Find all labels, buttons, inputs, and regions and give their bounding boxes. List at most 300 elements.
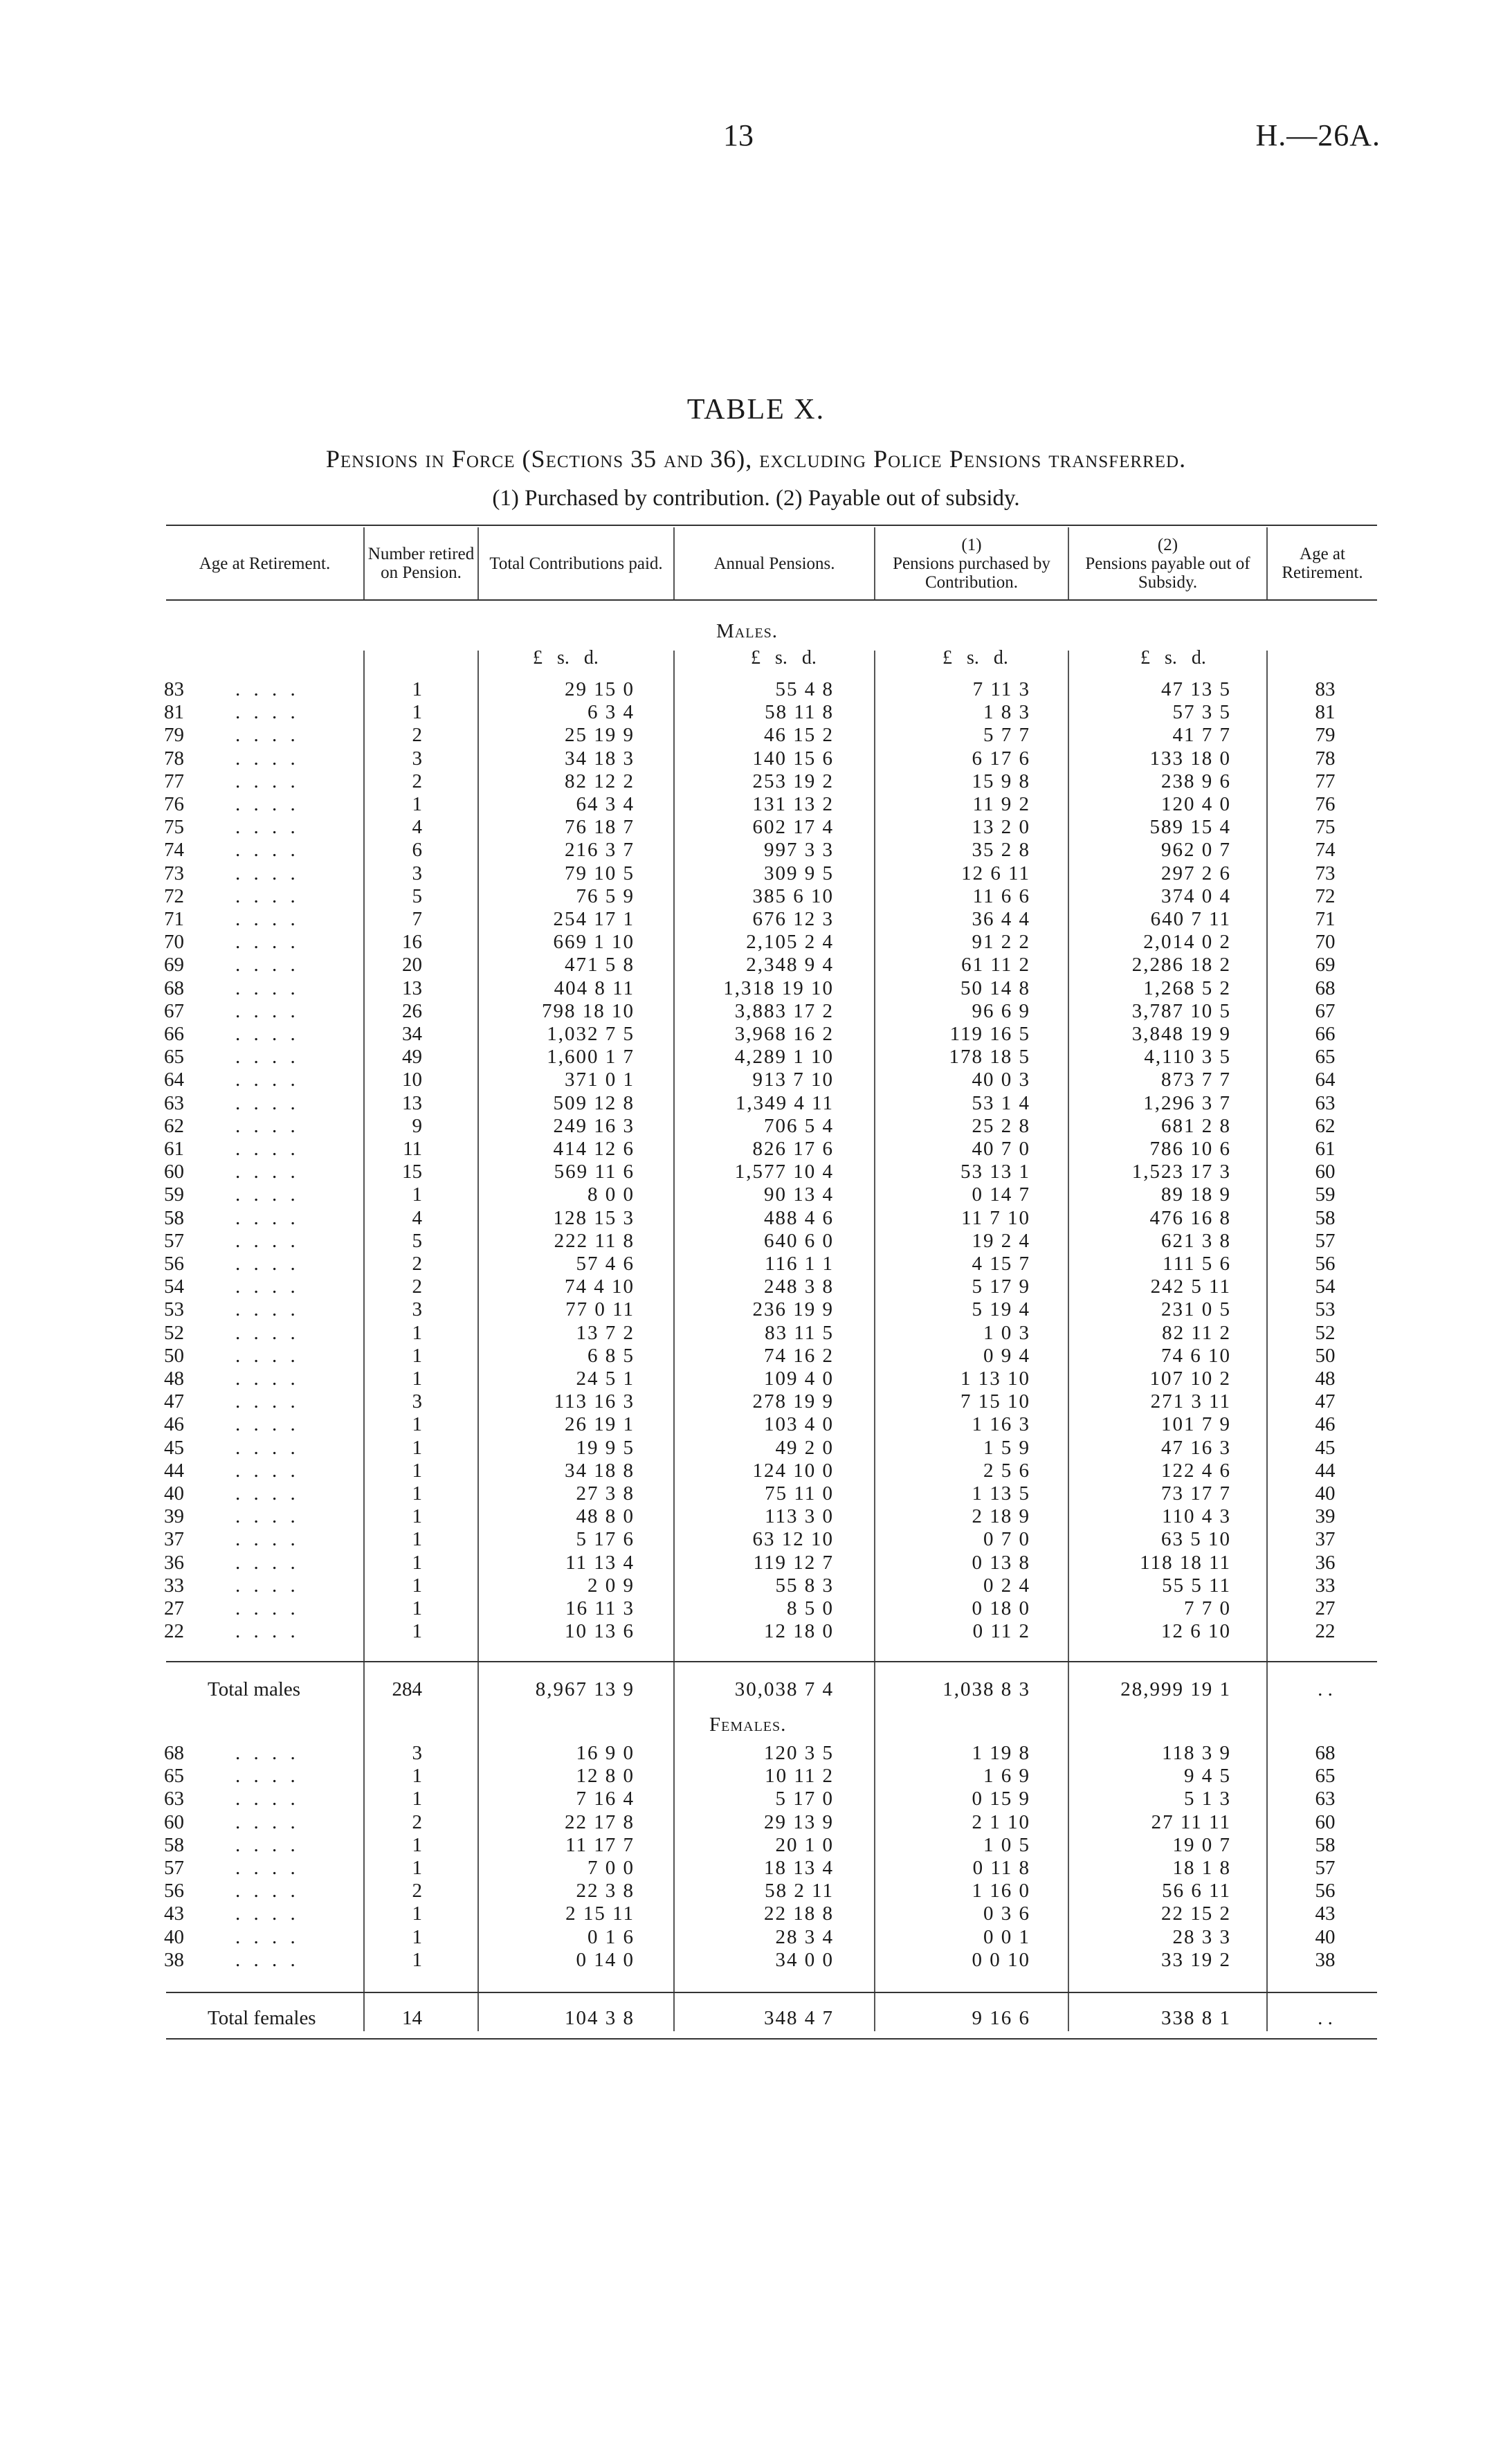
section-label-females: Females. (709, 1714, 787, 1736)
annual-cell: 74 16 2 (764, 1344, 834, 1367)
number-cell: 10 (402, 1069, 422, 1091)
unit-header-contributions: £ s. d. (533, 647, 599, 669)
contributions-cell: 7 16 4 (576, 1788, 635, 1810)
age-cell: 61 (164, 1138, 184, 1160)
subsidy-cell: 110 4 3 (1162, 1505, 1231, 1528)
subsidy-cell: 122 4 6 (1161, 1459, 1231, 1482)
purchased-cell: 35 2 8 (972, 839, 1030, 862)
leader-dots: . . . . (235, 908, 300, 930)
contributions-cell: 11 13 4 (565, 1551, 635, 1574)
purchased-cell: 1 0 3 (983, 1321, 1030, 1344)
number-cell: 1 (412, 1436, 422, 1459)
leader-dots: . . . . (235, 701, 300, 724)
leader-dots: . . . . (235, 1833, 300, 1856)
number-cell: 20 (402, 954, 422, 977)
purchased-cell: 7 11 3 (972, 678, 1030, 700)
age-cell: 48 (164, 1368, 184, 1390)
age-right-cell: 39 (1315, 1505, 1336, 1528)
leader-dots: . . . . (235, 793, 300, 815)
leader-dots: . . . . (235, 1368, 300, 1390)
purchased-cell: 1 16 3 (972, 1413, 1030, 1436)
leader-dots: . . . . (235, 1810, 300, 1833)
contributions-cell: 8 0 0 (588, 1183, 635, 1206)
purchased-cell: 1 19 8 (972, 1742, 1030, 1764)
total-row (0, 2004, 1512, 2033)
subsidy-cell: 3,787 10 5 (1131, 999, 1231, 1022)
purchased-cell: 11 6 6 (972, 884, 1030, 907)
age-cell: 58 (164, 1833, 184, 1856)
annual-cell: 488 4 6 (764, 1206, 834, 1229)
purchased-cell: 25 2 8 (972, 1114, 1030, 1137)
age-right-cell: 54 (1315, 1275, 1336, 1298)
annual-cell: 676 12 3 (752, 908, 834, 930)
leader-dots: . . . . (235, 1023, 300, 1045)
leader-dots: . . . . (235, 999, 300, 1022)
contributions-cell: 64 3 4 (576, 793, 635, 815)
contributions-cell: 249 16 3 (553, 1114, 635, 1137)
number-cell: 3 (412, 862, 422, 884)
column-header-age-right: Age at Retirement. (1282, 545, 1363, 582)
number-cell: 1 (412, 1528, 422, 1551)
number-cell: 1 (412, 1505, 422, 1528)
annual-cell: 20 1 0 (775, 1833, 834, 1856)
age-right-cell: 43 (1315, 1902, 1336, 1925)
contributions-cell: 404 8 11 (554, 977, 635, 999)
contributions-cell: 11 17 7 (565, 1833, 635, 1856)
age-right-cell: 37 (1315, 1528, 1336, 1551)
age-cell: 50 (164, 1344, 184, 1367)
leader-dots: . . . . (235, 1436, 300, 1459)
table-subtitle: Pensions in Force (Sections 35 and 36), excluding Police Pensions transferred. (325, 445, 1187, 473)
annual-cell: 278 19 9 (752, 1390, 834, 1413)
annual-cell: 90 13 4 (764, 1183, 834, 1206)
subsidy-cell: 589 15 4 (1149, 816, 1231, 839)
age-cell: 38 (164, 1948, 184, 1971)
purchased-cell: 0 14 7 (972, 1183, 1030, 1206)
age-right-cell: 57 (1315, 1857, 1336, 1879)
number-cell: 2 (412, 724, 422, 747)
annual-cell: 913 7 10 (752, 1069, 834, 1091)
purchased-cell: 1 13 10 (960, 1368, 1030, 1390)
table-title: TABLE X. (686, 394, 826, 426)
annual-cell: 309 9 5 (764, 862, 834, 884)
leader-dots: . . . . (235, 1925, 300, 1948)
age-right-cell: 69 (1315, 954, 1336, 977)
subsidy-cell: 118 18 11 (1140, 1551, 1231, 1574)
age-cell: 56 (164, 1253, 184, 1275)
annual-cell: 46 15 2 (764, 724, 834, 747)
number-cell: 26 (402, 999, 422, 1022)
leader-dots: . . . . (235, 747, 300, 770)
age-cell: 43 (164, 1902, 184, 1925)
leader-dots: . . . . (235, 1788, 300, 1810)
age-cell: 77 (164, 770, 184, 792)
subsidy-cell: 1,296 3 7 (1143, 1091, 1231, 1114)
number-cell: 2 (412, 1880, 422, 1902)
contributions-cell: 19 9 5 (576, 1436, 635, 1459)
purchased-cell: 40 0 3 (972, 1069, 1030, 1091)
annual-cell: 348 4 7 (764, 2007, 834, 2029)
age-cell: 66 (164, 1023, 184, 1045)
purchased-cell: 36 4 4 (972, 908, 1030, 930)
purchased-cell: 11 7 10 (961, 1206, 1030, 1229)
purchased-cell: 96 6 9 (972, 999, 1030, 1022)
subsidy-cell: 4,110 3 5 (1144, 1046, 1231, 1069)
purchased-cell: 53 13 1 (960, 1161, 1030, 1183)
leader-dots: . . . . (235, 1321, 300, 1344)
contributions-cell: 57 4 6 (576, 1253, 635, 1275)
age-right-cell: 79 (1315, 724, 1336, 747)
age-right-cell: 68 (1315, 1742, 1336, 1764)
subsidy-cell: 476 16 8 (1149, 1206, 1231, 1229)
number-cell: 1 (412, 701, 422, 724)
contributions-cell: 6 8 5 (588, 1344, 635, 1367)
number-cell: 13 (402, 1091, 422, 1114)
number-cell: 7 (412, 908, 422, 930)
purchased-cell: 178 18 5 (949, 1046, 1030, 1069)
annual-cell: 63 12 10 (752, 1528, 834, 1551)
leader-dots: . . . . (235, 954, 300, 977)
annual-cell: 3,883 17 2 (734, 999, 834, 1022)
subsidy-cell: 57 3 5 (1172, 701, 1231, 724)
contributions-cell: 1,600 1 7 (547, 1046, 635, 1069)
age-right-cell: 57 (1315, 1229, 1336, 1252)
number-cell: 1 (412, 1788, 422, 1810)
purchased-cell: 0 13 8 (972, 1551, 1030, 1574)
age-right-cell: 63 (1315, 1091, 1336, 1114)
column-header-age: Age at Retirement. (199, 554, 331, 573)
age-cell: 65 (164, 1046, 184, 1069)
leader-dots: . . . . (235, 1183, 300, 1206)
age-right-cell: 22 (1315, 1620, 1336, 1643)
annual-cell: 30,038 7 4 (734, 1678, 834, 1700)
number-cell: 16 (402, 931, 422, 954)
leader-dots: . . . . (235, 1620, 300, 1643)
document-reference: H.—26A. (1255, 118, 1381, 152)
purchased-cell: 2 1 10 (972, 1810, 1030, 1833)
leader-dots: . . . . (235, 770, 300, 792)
number-cell: 6 (412, 839, 422, 862)
age-right-cell: . . (1318, 2007, 1333, 2029)
annual-cell: 602 17 4 (752, 816, 834, 839)
section-label-males: Males. (716, 620, 778, 642)
age-cell: 56 (164, 1880, 184, 1902)
annual-cell: 58 2 11 (765, 1880, 834, 1902)
age-cell: 78 (164, 747, 184, 770)
annual-cell: 75 11 0 (765, 1482, 834, 1505)
subsidy-cell: 231 0 5 (1161, 1298, 1231, 1321)
age-right-cell: 47 (1315, 1390, 1336, 1413)
annual-cell: 131 13 2 (752, 793, 834, 815)
age-right-cell: 45 (1315, 1436, 1336, 1459)
header-bottom-rule (166, 599, 1377, 601)
age-right-cell: 44 (1315, 1459, 1336, 1482)
contributions-cell: 26 19 1 (565, 1413, 635, 1436)
number-cell: 1 (412, 1459, 422, 1482)
purchased-cell: 1 0 5 (983, 1833, 1030, 1856)
leader-dots: . . . . (235, 1069, 300, 1091)
annual-cell: 116 1 1 (765, 1253, 834, 1275)
leader-dots: . . . . (235, 931, 300, 954)
subsidy-cell: 238 9 6 (1161, 770, 1231, 792)
subsidy-cell: 74 6 10 (1161, 1344, 1231, 1367)
contributions-cell: 10 13 6 (565, 1620, 635, 1643)
leader-dots: . . . . (235, 1482, 300, 1505)
contributions-cell: 0 14 0 (576, 1948, 635, 1971)
contributions-cell: 22 17 8 (565, 1810, 635, 1833)
age-right-cell: 83 (1315, 678, 1336, 700)
age-right-cell: 38 (1315, 1948, 1336, 1971)
age-cell: 36 (164, 1551, 184, 1574)
age-cell: 22 (164, 1620, 184, 1643)
subsidy-cell: 18 1 8 (1172, 1857, 1231, 1879)
contributions-cell: 5 17 6 (576, 1528, 635, 1551)
contributions-cell: 509 12 8 (553, 1091, 635, 1114)
contributions-cell: 29 15 0 (565, 678, 635, 700)
leader-dots: . . . . (235, 884, 300, 907)
annual-cell: 1,577 10 4 (734, 1161, 834, 1183)
subsidy-cell: 120 4 0 (1161, 793, 1231, 815)
subsidy-cell: 786 10 6 (1149, 1138, 1231, 1160)
annual-cell: 997 3 3 (764, 839, 834, 862)
table-note: (1) Purchased by contribution. (2) Payable out of subsidy. (492, 486, 1020, 511)
purchased-cell: 119 16 5 (949, 1023, 1030, 1045)
total-row (0, 1675, 1512, 1704)
age-cell: 60 (164, 1161, 184, 1183)
age-cell: 40 (164, 1925, 184, 1948)
subsidy-cell: 47 16 3 (1161, 1436, 1231, 1459)
leader-dots: . . . . (235, 1046, 300, 1069)
number-cell: 284 (392, 1678, 422, 1700)
age-right-cell: 61 (1315, 1138, 1336, 1160)
number-cell: 1 (412, 1574, 422, 1597)
contributions-cell: 79 10 5 (565, 862, 635, 884)
annual-cell: 83 11 5 (765, 1321, 834, 1344)
purchased-cell: 40 7 0 (972, 1138, 1030, 1160)
annual-cell: 109 4 0 (764, 1368, 834, 1390)
number-cell: 3 (412, 747, 422, 770)
purchased-cell: 0 7 0 (983, 1528, 1030, 1551)
age-cell: 27 (164, 1597, 184, 1619)
age-right-cell: 73 (1315, 862, 1336, 884)
subsidy-cell: 640 7 11 (1150, 908, 1231, 930)
subsidy-cell: 28 3 3 (1172, 1925, 1231, 1948)
contributions-cell: 34 18 8 (565, 1459, 635, 1482)
annual-cell: 113 3 0 (765, 1505, 834, 1528)
age-right-cell: 59 (1315, 1183, 1336, 1206)
leader-dots: . . . . (235, 724, 300, 747)
subsidy-cell: 133 18 0 (1149, 747, 1231, 770)
contributions-cell: 128 15 3 (553, 1206, 635, 1229)
leader-dots: . . . . (235, 1344, 300, 1367)
number-cell: 2 (412, 1253, 422, 1275)
age-right-cell: 53 (1315, 1298, 1336, 1321)
subsidy-cell: 118 3 9 (1162, 1742, 1231, 1764)
subsidy-cell: 7 7 0 (1184, 1597, 1231, 1619)
contributions-cell: 6 3 4 (588, 701, 635, 724)
contributions-cell: 34 18 3 (565, 747, 635, 770)
purchased-cell: 0 11 8 (972, 1857, 1030, 1879)
contributions-cell: 0 1 6 (588, 1925, 635, 1948)
leader-dots: . . . . (235, 816, 300, 839)
annual-cell: 248 3 8 (764, 1275, 834, 1298)
purchased-cell: 5 7 7 (983, 724, 1030, 747)
purchased-cell: 0 2 4 (983, 1574, 1030, 1597)
age-right-cell: 77 (1315, 770, 1336, 792)
purchased-cell: 1 8 3 (983, 701, 1030, 724)
annual-cell: 640 6 0 (764, 1229, 834, 1252)
number-cell: 1 (412, 1620, 422, 1643)
age-cell: 69 (164, 954, 184, 977)
number-cell: 1 (412, 793, 422, 815)
age-right-cell: 72 (1315, 884, 1336, 907)
age-right-cell: 70 (1315, 931, 1336, 954)
leader-dots: . . . . (235, 1390, 300, 1413)
leader-dots: . . . . (235, 1413, 300, 1436)
contributions-cell: 2 0 9 (588, 1574, 635, 1597)
subsidy-cell: 89 18 9 (1161, 1183, 1231, 1206)
contributions-cell: 104 3 8 (565, 2007, 635, 2029)
age-cell: 74 (164, 839, 184, 862)
number-cell: 4 (412, 1206, 422, 1229)
annual-cell: 236 19 9 (752, 1298, 834, 1321)
number-cell: 4 (412, 816, 422, 839)
annual-cell: 58 11 8 (765, 701, 834, 724)
subsidy-cell: 19 0 7 (1172, 1833, 1231, 1856)
age-right-cell: 60 (1315, 1810, 1336, 1833)
age-cell: 59 (164, 1183, 184, 1206)
purchased-cell: 1 13 5 (972, 1482, 1030, 1505)
purchased-cell: 4 15 7 (972, 1253, 1030, 1275)
age-cell: 63 (164, 1091, 184, 1114)
contributions-cell: 7 0 0 (588, 1857, 635, 1879)
column-header-annual: Annual Pensions. (713, 554, 835, 573)
purchased-cell: 15 9 8 (972, 770, 1030, 792)
leader-dots: . . . . (235, 1298, 300, 1321)
subsidy-cell: 33 19 2 (1161, 1948, 1231, 1971)
header-top-rule (166, 525, 1377, 526)
contributions-cell: 113 16 3 (554, 1390, 635, 1413)
age-right-cell: 65 (1315, 1046, 1336, 1069)
number-cell: 1 (412, 1183, 422, 1206)
annual-cell: 120 3 5 (764, 1742, 834, 1764)
subsidy-cell: 873 7 7 (1161, 1069, 1231, 1091)
total-label: Total females (208, 2007, 316, 2029)
table-row (0, 1617, 1512, 1646)
age-cell: 46 (164, 1413, 184, 1436)
annual-cell: 55 8 3 (775, 1574, 834, 1597)
number-cell: 3 (412, 1298, 422, 1321)
number-cell: 15 (402, 1161, 422, 1183)
age-right-cell: . . (1318, 1678, 1333, 1700)
age-right-cell: 56 (1315, 1253, 1336, 1275)
age-right-cell: 50 (1315, 1344, 1336, 1367)
number-cell: 14 (402, 2007, 422, 2029)
age-right-cell: 65 (1315, 1765, 1336, 1788)
age-cell: 58 (164, 1206, 184, 1229)
purchased-cell: 19 2 4 (972, 1229, 1030, 1252)
purchased-cell: 0 0 10 (972, 1948, 1030, 1971)
annual-cell: 826 17 6 (752, 1138, 834, 1160)
purchased-cell: 1,038 8 3 (942, 1678, 1030, 1700)
subsidy-cell: 47 13 5 (1161, 678, 1231, 700)
age-cell: 68 (164, 977, 184, 999)
number-cell: 1 (412, 1551, 422, 1574)
number-cell: 2 (412, 1810, 422, 1833)
leader-dots: . . . . (235, 1742, 300, 1764)
leader-dots: . . . . (235, 1597, 300, 1619)
column-header-contributions: Total Contributions paid. (489, 554, 663, 573)
age-cell: 75 (164, 816, 184, 839)
purchased-cell: 0 0 1 (983, 1925, 1030, 1948)
subsidy-cell: 27 11 11 (1151, 1810, 1231, 1833)
contributions-cell: 22 3 8 (576, 1880, 635, 1902)
leader-dots: . . . . (235, 839, 300, 862)
total-label: Total males (208, 1678, 301, 1700)
number-cell: 1 (412, 1833, 422, 1856)
number-cell: 5 (412, 1229, 422, 1252)
contributions-cell: 2 15 11 (565, 1902, 635, 1925)
age-right-cell: 46 (1315, 1413, 1336, 1436)
annual-cell: 385 6 10 (752, 884, 834, 907)
age-right-cell: 60 (1315, 1161, 1336, 1183)
leader-dots: . . . . (235, 1161, 300, 1183)
age-right-cell: 74 (1315, 839, 1336, 862)
number-cell: 2 (412, 1275, 422, 1298)
purchased-cell: 0 11 2 (972, 1620, 1030, 1643)
age-right-cell: 63 (1315, 1788, 1336, 1810)
age-cell: 62 (164, 1114, 184, 1137)
age-cell: 68 (164, 1742, 184, 1764)
subsidy-cell: 338 8 1 (1161, 2007, 1231, 2029)
contributions-cell: 76 18 7 (565, 816, 635, 839)
purchased-cell: 9 16 6 (972, 2007, 1030, 2029)
subsidy-cell: 681 2 8 (1161, 1114, 1231, 1137)
contributions-cell: 414 12 6 (553, 1138, 635, 1160)
contributions-cell: 27 3 8 (576, 1482, 635, 1505)
subsidy-cell: 1,268 5 2 (1143, 977, 1231, 999)
contributions-cell: 16 9 0 (576, 1742, 635, 1764)
leader-dots: . . . . (235, 1459, 300, 1482)
number-cell: 49 (402, 1046, 422, 1069)
age-cell: 39 (164, 1505, 184, 1528)
age-cell: 40 (164, 1482, 184, 1505)
subsidy-cell: 111 5 6 (1163, 1253, 1231, 1275)
number-cell: 1 (412, 1597, 422, 1619)
age-right-cell: 78 (1315, 747, 1336, 770)
females-total-rule (166, 1992, 1377, 1993)
purchased-cell: 1 16 0 (972, 1880, 1030, 1902)
contributions-cell: 216 3 7 (565, 839, 635, 862)
age-right-cell: 58 (1315, 1833, 1336, 1856)
leader-dots: . . . . (235, 678, 300, 700)
annual-cell: 22 18 8 (764, 1902, 834, 1925)
column-header-number: Number retired on Pension. (367, 545, 475, 582)
unit-header-subsidy: £ s. d. (1140, 647, 1206, 669)
subsidy-cell: 28,999 19 1 (1120, 1678, 1231, 1700)
leader-dots: . . . . (235, 1114, 300, 1137)
number-cell: 1 (412, 1482, 422, 1505)
purchased-cell: 5 19 4 (972, 1298, 1030, 1321)
subsidy-cell: 107 10 2 (1149, 1368, 1231, 1390)
age-cell: 57 (164, 1229, 184, 1252)
number-cell: 3 (412, 1742, 422, 1764)
age-cell: 67 (164, 999, 184, 1022)
age-cell: 44 (164, 1459, 184, 1482)
annual-cell: 140 15 6 (752, 747, 834, 770)
contributions-cell: 471 5 8 (565, 954, 635, 977)
annual-cell: 4,289 1 10 (734, 1046, 834, 1069)
